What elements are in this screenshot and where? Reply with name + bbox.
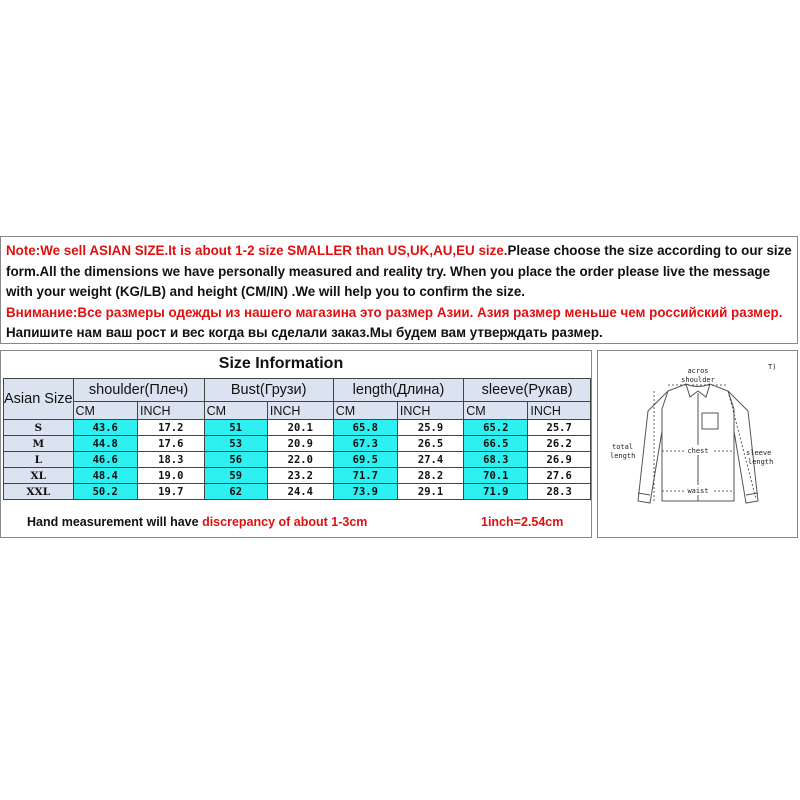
inch-value: 17.6 (137, 436, 204, 452)
label-total-1: total (612, 443, 634, 451)
unit-inch: INCH (137, 402, 204, 420)
group-header-shoulder: shoulder(Плеч) (73, 379, 204, 402)
cm-value: 70.1 (464, 468, 528, 484)
inch-value: 26.9 (528, 452, 591, 468)
discrepancy-note: discrepancy of about 1-3cm (202, 515, 368, 529)
unit-inch: INCH (528, 402, 591, 420)
inch-value: 25.7 (528, 420, 591, 436)
inch-conversion: 1inch=2.54cm (481, 515, 564, 529)
note-instructions-en: Please choose the size according to our size form.All the dimensions we have personally measured and reality try. When you place the order please live the message with your weight (KG/LB) and height (CM/IN) .We will help you to confirm the size. (6, 243, 792, 300)
cm-value: 65.2 (464, 420, 528, 436)
inch-value: 28.2 (397, 468, 463, 484)
size-table-title: Size Information (218, 355, 344, 372)
inch-value: 19.0 (137, 468, 204, 484)
size-row-m (4, 436, 591, 452)
inch-value: 28.3 (528, 484, 591, 500)
size-label: XXL (4, 484, 74, 500)
cm-value: 44.8 (73, 436, 137, 452)
cm-value: 51 (204, 420, 267, 436)
cm-value: 71.7 (333, 468, 397, 484)
inch-value: 26.5 (397, 436, 463, 452)
size-row-s (4, 420, 591, 436)
group-header-sleeve: sleeve(Рукав) (464, 379, 591, 402)
cm-value: 66.5 (464, 436, 528, 452)
label-sleeve-1: sleeve (746, 449, 772, 457)
cm-value: 48.4 (73, 468, 137, 484)
note-warning-ru: Внимание:Все размеры одежды из нашего магазина это размер Азии. Азия размер меньше чем российский размер. (6, 304, 783, 320)
unit-inch: INCH (397, 402, 463, 420)
label-corner: T) (768, 363, 777, 371)
size-table-panel (0, 350, 592, 538)
inch-value: 20.9 (267, 436, 333, 452)
size-label: L (4, 452, 74, 468)
asian-size-header: Asian Size (4, 379, 74, 420)
cm-value: 46.6 (73, 452, 137, 468)
inch-value: 19.7 (137, 484, 204, 500)
cm-value: 71.9 (464, 484, 528, 500)
cm-value: 50.2 (73, 484, 137, 500)
label-across-shoulder-1: acros (687, 367, 709, 375)
inch-value: 18.3 (137, 452, 204, 468)
size-label: S (4, 420, 74, 436)
cm-value: 67.3 (333, 436, 397, 452)
cm-value: 43.6 (73, 420, 137, 436)
inch-value: 24.4 (267, 484, 333, 500)
cm-value: 56 (204, 452, 267, 468)
unit-cm: CM (464, 402, 528, 420)
inch-value: 26.2 (528, 436, 591, 452)
measurement-note-text: Hand measurement will have (27, 515, 203, 529)
inch-value: 22.0 (267, 452, 333, 468)
shirt-diagram-panel (597, 350, 798, 538)
cm-value: 65.8 (333, 420, 397, 436)
inch-value: 27.6 (528, 468, 591, 484)
size-row-l (4, 452, 591, 468)
cm-value: 68.3 (464, 452, 528, 468)
label-sleeve-2: length (748, 458, 774, 466)
inch-value: 29.1 (397, 484, 463, 500)
note-instructions-ru: Напишите нам ваш рост и вес когда вы сделали заказ.Мы будем вам утверждать размер. (6, 325, 603, 341)
inch-value: 25.9 (397, 420, 463, 436)
label-total-2: length (610, 452, 636, 460)
size-row-xxl (4, 484, 591, 500)
shirt-diagram-icon (598, 351, 797, 537)
label-across-shoulder-2: shoulder (681, 376, 715, 384)
cm-value: 59 (204, 468, 267, 484)
measurement-note (27, 515, 367, 529)
size-note (0, 236, 798, 344)
group-header-bust: Bust(Грузи) (204, 379, 333, 402)
note-warning-en: Note:We sell ASIAN SIZE.It is about 1-2 size SMALLER than US,UK,AU,EU size. (6, 243, 508, 258)
inch-value: 17.2 (137, 420, 204, 436)
cm-value: 69.5 (333, 452, 397, 468)
size-table-body (4, 420, 591, 500)
label-waist: waist (687, 487, 709, 495)
cm-value: 62 (204, 484, 267, 500)
group-header-length: length(Длина) (333, 379, 463, 402)
inch-value: 23.2 (267, 468, 333, 484)
cm-value: 53 (204, 436, 267, 452)
unit-inch: INCH (267, 402, 333, 420)
size-row-xl (4, 468, 591, 484)
size-label: XL (4, 468, 74, 484)
unit-cm: CM (333, 402, 397, 420)
size-table (3, 378, 591, 500)
inch-value: 27.4 (397, 452, 463, 468)
inch-value: 20.1 (267, 420, 333, 436)
unit-cm: CM (73, 402, 137, 420)
label-chest: chest (687, 447, 709, 455)
unit-cm: CM (204, 402, 267, 420)
cm-value: 73.9 (333, 484, 397, 500)
size-label: M (4, 436, 74, 452)
